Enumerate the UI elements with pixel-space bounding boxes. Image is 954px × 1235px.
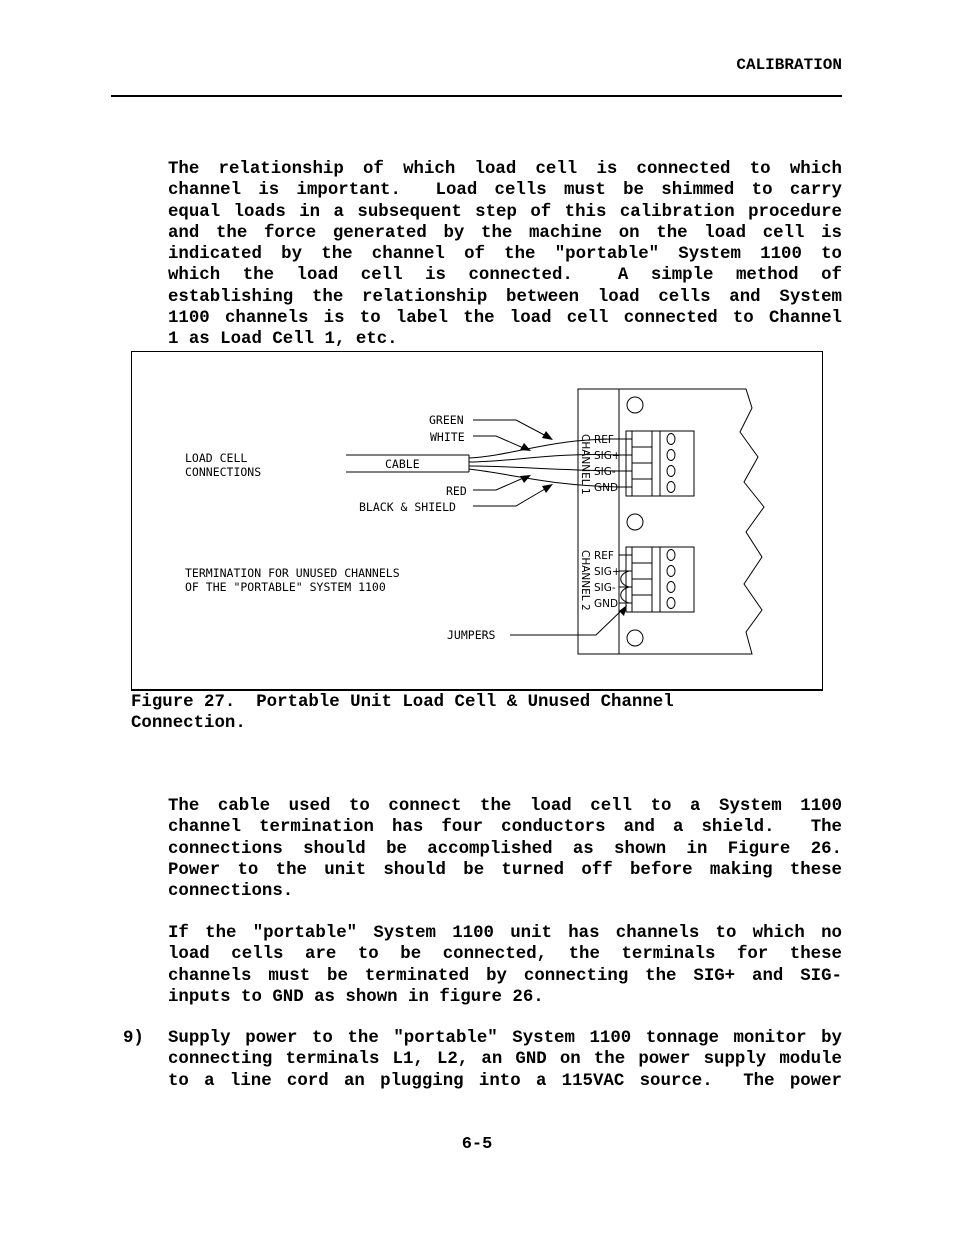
step-9-text	[168, 1028, 842, 1092]
text-line: to a line cord an plugging into a 115VAC source. The power	[168, 1071, 842, 1091]
terminal-gnd-label: GND	[594, 482, 619, 494]
text-line: If the "portable" System 1100 unit has channels to which no	[168, 924, 842, 943]
section-title: CALIBRATION	[736, 56, 842, 74]
text-line: inputs to GND as shown in figure 26.	[168, 987, 544, 1007]
text-line: establishing the relationship between load cells and System	[168, 287, 842, 307]
channel-1-label: CHANNEL 1	[579, 434, 591, 495]
load-cell-label: CONNECTIONS	[185, 465, 262, 479]
text-line: The cable used to connect the load cell to a System 1100	[168, 797, 842, 816]
text-line: 1 as Load Cell 1, etc.	[168, 330, 398, 349]
paragraph-cable-connections	[168, 796, 842, 902]
text-line: Power to the unit should be turned off before making these	[168, 860, 842, 880]
figure-27-wiring-diagram	[131, 351, 823, 691]
terminal-sig-plus-label: SIG+	[594, 566, 621, 578]
page-number: 6-5	[461, 1135, 493, 1154]
paragraph-unused-channels	[168, 923, 842, 1008]
text-line: 1100 channels is to label the load cell connected to Channel	[168, 308, 842, 328]
text-line: connections.	[168, 882, 294, 901]
text-line: which the load cell is connected. A simple method of	[168, 266, 842, 286]
text-line: indicated by the channel of the "portable" System 1100 to	[168, 245, 842, 264]
text-line: load cells are to be connected, the terminals for these	[168, 945, 842, 965]
text-line: channel is important. Load cells must be shimmed to carry	[168, 181, 842, 201]
mounting-hole	[627, 514, 643, 530]
jumper-wire	[621, 571, 629, 587]
text-line: The relationship of which load cell is connected to which	[168, 160, 842, 179]
caption-line: Connection.	[131, 714, 246, 733]
header-rule	[111, 95, 842, 97]
red-label: RED	[446, 484, 467, 498]
text-line: connections should be accomplished as shown in Figure 26.	[168, 839, 842, 859]
terminal-ref-label: REF	[594, 550, 614, 562]
terminal-gnd-label: GND	[594, 598, 619, 610]
terminal-sig-minus-label: SIG-	[594, 582, 616, 594]
terminal-sig-minus-label: SIG-	[594, 466, 616, 478]
step-number: 9)	[123, 1029, 144, 1048]
black-shield-label: BLACK & SHIELD	[359, 500, 456, 514]
terminal-strip-panel	[578, 389, 619, 654]
green-label: GREEN	[429, 413, 464, 427]
caption-line: Figure 27. Portable Unit Load Cell & Unused Channel	[131, 693, 674, 712]
white-label: WHITE	[430, 430, 465, 444]
mounting-hole	[627, 630, 643, 646]
channel-2-label: CHANNEL 2	[579, 550, 591, 611]
load-cell-label: LOAD CELL	[185, 451, 248, 465]
module-break-line	[619, 389, 764, 654]
text-line: equal loads in a subsequent step of this calibration procedure	[168, 202, 842, 222]
jumper-wire	[621, 587, 629, 603]
terminal-sig-plus-label: SIG+	[594, 450, 621, 462]
text-line: and the force generated by the machine on the load cell is	[168, 223, 842, 243]
unused-channels-label: TERMINATION FOR UNUSED CHANNELS	[185, 566, 400, 580]
mounting-hole	[627, 397, 643, 413]
unused-channels-label: OF THE "PORTABLE" SYSTEM 1100	[185, 580, 386, 594]
paragraph-load-cell-relationship	[168, 159, 842, 350]
figure-caption	[131, 692, 831, 734]
terminal-ref-label: REF	[594, 434, 614, 446]
text-line: channels must be terminated by connecting the SIG+ and SIG-	[168, 966, 842, 986]
text-line: channel termination has four conductors and a shield. The	[168, 818, 842, 838]
text-line: connecting terminals L1, L2, an GND on the power supply module	[168, 1050, 842, 1070]
wiring-diagram	[132, 352, 822, 689]
cable-label: CABLE	[385, 457, 420, 471]
jumpers-label: JUMPERS	[447, 628, 496, 642]
text-line: Supply power to the "portable" System 1100 tonnage monitor by	[168, 1029, 842, 1048]
